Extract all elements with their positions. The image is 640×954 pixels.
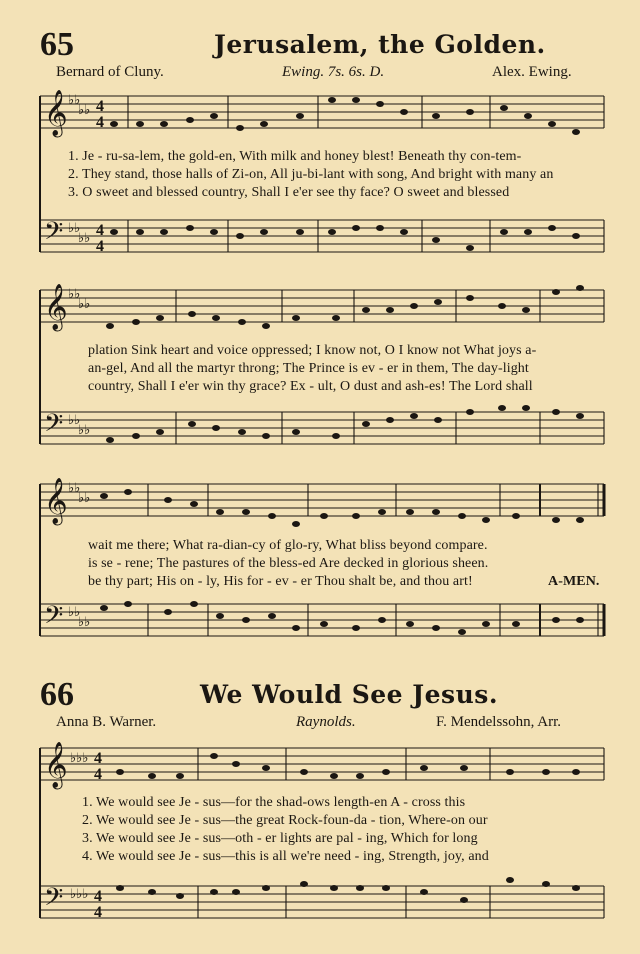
svg-text:4: 4 bbox=[96, 98, 104, 115]
hymn-66-number: 66 bbox=[40, 676, 74, 713]
hymn-65-s1-verse-3: 3. O sweet and blessed country, Shall I e'er see thy face? O sweet and blessed bbox=[68, 185, 510, 200]
hymn-65-s2-verse-1: plation Sink heart and voice oppressed; I know not, O I know not What joys a- bbox=[88, 343, 537, 358]
svg-text:𝄞: 𝄞 bbox=[44, 90, 68, 136]
svg-text:♭♭: ♭♭ bbox=[68, 221, 81, 236]
hymn-65-s1-verse-2: 2. They stand, those halls of Zi-on, All ju-bi-lant with song, And bright with many an bbox=[68, 167, 554, 182]
hymn-66-author: Anna B. Warner. bbox=[56, 714, 157, 730]
svg-text:♭♭: ♭♭ bbox=[68, 93, 81, 108]
svg-text:♭♭♭: ♭♭♭ bbox=[70, 751, 89, 766]
svg-text:4: 4 bbox=[94, 766, 102, 783]
svg-text:4: 4 bbox=[94, 904, 102, 921]
svg-text:♭♭: ♭♭ bbox=[68, 287, 81, 302]
svg-text:𝄢: 𝄢 bbox=[44, 217, 64, 252]
hymn-66-composer: F. Mendelssohn, Arr. bbox=[436, 714, 562, 730]
svg-text:𝄞: 𝄞 bbox=[44, 742, 68, 788]
svg-text:♭♭: ♭♭ bbox=[78, 103, 91, 118]
svg-text:♭♭: ♭♭ bbox=[78, 297, 91, 312]
hymn-65-number: 65 bbox=[40, 26, 74, 63]
svg-text:♭♭: ♭♭ bbox=[78, 615, 91, 630]
hymn-65-s3-verse-2: is se - rene; The pastures of the bless-ed Are decked in glorious sheen. bbox=[88, 556, 489, 571]
hymn-65-amen: A-MEN. bbox=[548, 574, 600, 589]
svg-text:𝄞: 𝄞 bbox=[44, 478, 68, 524]
svg-text:♭♭: ♭♭ bbox=[68, 413, 81, 428]
svg-text:4: 4 bbox=[96, 114, 104, 131]
hymn-66-title: We Would See Jesus. bbox=[200, 680, 499, 709]
hymn-65-composer: Alex. Ewing. bbox=[492, 64, 572, 80]
svg-text:♭♭: ♭♭ bbox=[78, 491, 91, 506]
hymn-65-s2-verse-2: an-gel, And all the martyr throng; The Prince is ev - er in them, The day-light bbox=[88, 361, 529, 376]
svg-text:4: 4 bbox=[94, 750, 102, 767]
svg-text:♭♭: ♭♭ bbox=[68, 481, 81, 496]
hymn-65-s2-verse-3: country, Shall I e'er win thy grace? Ex - ult, O dust and ash-es! The Lord shall bbox=[88, 379, 533, 394]
hymn-65-author: Bernard of Cluny. bbox=[56, 64, 164, 80]
hymn-66-verse-3: 3. We would see Je - sus—oth - er lights are pal - ing, Which for long bbox=[82, 831, 478, 846]
svg-text:4: 4 bbox=[96, 222, 104, 239]
svg-text:4: 4 bbox=[94, 888, 102, 905]
svg-text:♭♭: ♭♭ bbox=[68, 605, 81, 620]
svg-text:𝄢: 𝄢 bbox=[44, 409, 64, 444]
hymn-65-s3-verse-1: wait me there; What ra-dian-cy of glo-ry, What bliss beyond compare. bbox=[88, 538, 488, 553]
hymn-65-tune: Ewing. 7s. 6s. D. bbox=[282, 64, 385, 80]
svg-text:𝄢: 𝄢 bbox=[44, 601, 64, 636]
hymn-65-s3-verse-3: be thy part; His on - ly, His for - ev - er Thou shalt be, and thou art! bbox=[88, 574, 473, 589]
hymn-66-verse-2: 2. We would see Je - sus—the great Rock-foun-da - tion, Where-on our bbox=[82, 813, 488, 828]
svg-text:♭♭♭: ♭♭♭ bbox=[70, 887, 89, 902]
svg-text:♭♭: ♭♭ bbox=[78, 423, 91, 438]
hymn-65-s1-verse-1: 1. Je - ru-sa-lem, the gold-en, With milk and honey blest! Beneath thy con-tem- bbox=[68, 149, 522, 164]
svg-text:4: 4 bbox=[96, 238, 104, 255]
hymn-66-verse-1: 1. We would see Je - sus—for the shad-ows length-en A - cross this bbox=[82, 795, 466, 810]
svg-text:𝄢: 𝄢 bbox=[44, 883, 64, 918]
svg-text:𝄞: 𝄞 bbox=[44, 284, 68, 330]
hymn-65-title: Jerusalem, the Golden. bbox=[214, 30, 546, 59]
hymn-66-tune: Raynolds. bbox=[296, 714, 356, 730]
svg-text:♭♭: ♭♭ bbox=[78, 231, 91, 246]
hymn-66-verse-4: 4. We would see Je - sus—this is all we're need - ing, Strength, joy, and bbox=[82, 849, 489, 864]
